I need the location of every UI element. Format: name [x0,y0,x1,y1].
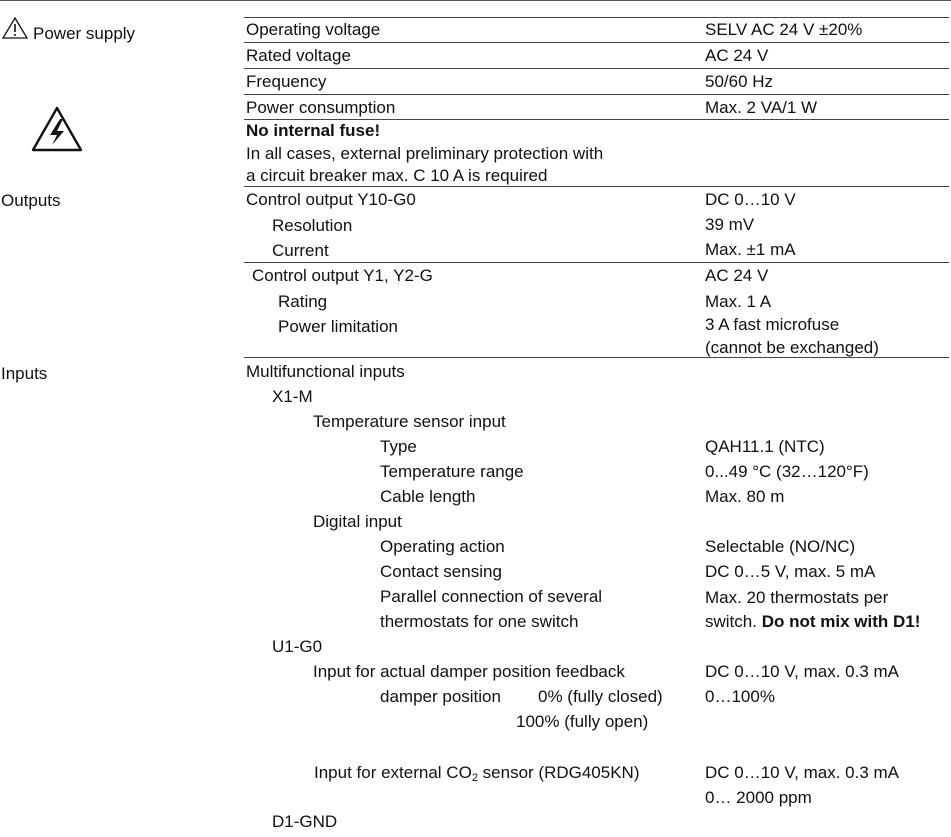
temperature-range-label: Temperature range [380,462,524,481]
frequency-label: Frequency [246,72,327,91]
rating-label: Rating [278,292,328,311]
operating-voltage-value: SELV AC 24 V ±20% [705,20,863,39]
rated-voltage-value: AC 24 V [705,46,769,65]
power-limitation-value-line-2: (cannot be exchanged) [705,338,879,357]
rating-value: Max. 1 A [705,292,772,311]
fuse-note-line-2: a circuit breaker max. C 10 A is required [246,166,548,185]
damper-range-value: 0…100% [705,687,775,706]
u1-g0-heading: U1-G0 [272,637,323,656]
resolution-label: Resolution [272,216,353,235]
co2-range-value: 0… 2000 ppm [705,788,812,807]
co2-sensor-input-value: DC 0…10 V, max. 0.3 mA [705,763,900,782]
co2-sensor-input-label [314,763,640,783]
power-limitation-label: Power limitation [278,317,398,336]
warning-triangle-icon [2,17,28,39]
power-consumption-value: Max. 2 VA/1 W [705,98,818,117]
control-output-y10-value: DC 0…10 V [705,190,796,209]
current-label: Current [272,241,329,260]
frequency-value: 50/60 Hz [705,72,774,91]
operating-action-label: Operating action [380,537,505,556]
section-power-supply: Power supply [33,24,136,43]
control-output-y10-label: Control output Y10-G0 [246,190,416,209]
row-divider [244,42,949,43]
fuse-note-line-1: In all cases, external preliminary protection with [246,144,604,163]
control-output-y1-value: AC 24 V [705,266,769,285]
parallel-connection-value-text: switch. [705,612,762,631]
current-value: Max. ±1 mA [705,240,796,259]
operating-voltage-label: Operating voltage [246,20,381,39]
co2-label-suffix: sensor (RDG405KN) [477,763,640,782]
high-voltage-icon [30,105,84,153]
contact-sensing-value: DC 0…5 V, max. 5 mA [705,562,876,581]
multifunctional-inputs-heading: Multifunctional inputs [246,362,405,381]
co2-label-prefix: Input for external CO [314,763,472,782]
rated-voltage-label: Rated voltage [246,46,351,65]
section-outputs: Outputs [1,191,61,210]
do-not-mix-warning: Do not mix with D1! [761,612,921,631]
row-divider [244,357,949,358]
damper-closed-label: 0% (fully closed) [538,687,663,706]
temperature-sensor-input-heading: Temperature sensor input [313,412,506,431]
row-divider [244,119,949,120]
damper-position-label: damper position [380,687,501,706]
d1-gnd-heading: D1-GND [272,812,338,831]
fuse-warning: No internal fuse! [246,121,381,140]
co2-subscript: 2 [471,772,478,784]
parallel-connection-label-line-2: thermostats for one switch [380,612,579,631]
operating-action-value: Selectable (NO/NC) [705,537,856,556]
type-label: Type [380,437,417,456]
parallel-connection-value-line-1: Max. 20 thermostats per [705,588,889,607]
row-divider [244,94,949,95]
parallel-connection-label-line-1: Parallel connection of several [380,587,603,606]
x1-m-heading: X1-M [272,387,313,406]
damper-feedback-label: Input for actual damper position feedback [313,662,625,681]
section-inputs: Inputs [1,364,48,383]
power-limitation-value-line-1: 3 A fast microfuse [705,315,840,334]
row-divider [244,262,949,263]
parallel-connection-value-line-2 [705,612,920,632]
row-divider [244,68,949,69]
power-consumption-label: Power consumption [246,98,396,117]
top-border [0,0,951,1]
cable-length-value: Max. 80 m [705,487,785,506]
resolution-value: 39 mV [705,215,755,234]
row-divider [244,17,949,18]
row-divider [244,186,949,187]
damper-open-label: 100% (fully open) [516,712,649,731]
temperature-range-value: 0...49 °C (32…120°F) [705,462,869,481]
type-value: QAH11.1 (NTC) [705,437,825,456]
cable-length-label: Cable length [380,487,476,506]
digital-input-heading: Digital input [313,512,402,531]
control-output-y1-label: Control output Y1, Y2-G [252,266,433,285]
contact-sensing-label: Contact sensing [380,562,502,581]
damper-feedback-value: DC 0…10 V, max. 0.3 mA [705,662,900,681]
